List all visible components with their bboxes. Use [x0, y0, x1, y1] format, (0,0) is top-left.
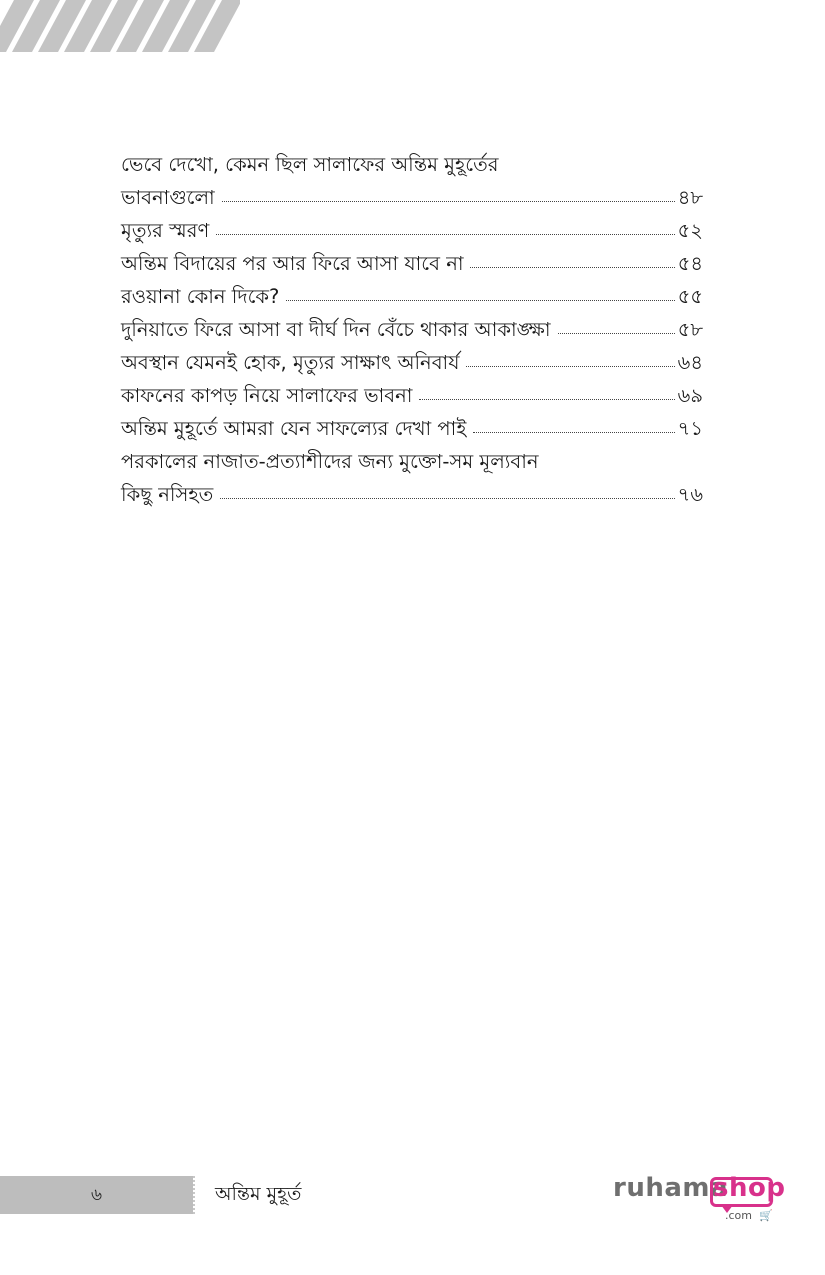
toc-entry-title: অন্তিম মুহূর্তে আমরা যেন সাফল্যের দেখা পাই — [121, 417, 467, 440]
logo-shop: shop — [713, 1173, 786, 1203]
toc-entry — [121, 247, 703, 280]
toc-entry — [121, 445, 703, 511]
toc-entry — [121, 412, 703, 445]
toc-entry-title: ভেবে দেখো, কেমন ছিল সালাফের অন্তিম মুহূর্তের — [121, 153, 499, 176]
toc-entry-title: অন্তিম বিদায়ের পর আর ফিরে আসা যাবে না — [121, 252, 464, 275]
toc-entry — [121, 148, 703, 214]
toc-entry-title: কিছু নসিহত — [121, 483, 214, 506]
dot-leader — [473, 432, 674, 433]
toc-entry-line — [121, 346, 703, 379]
toc-entry-line — [121, 181, 703, 214]
toc-page-number: ৫৪ — [677, 252, 703, 275]
footer-divider — [193, 1176, 195, 1214]
cart-icon: 🛒 — [759, 1209, 773, 1222]
dot-leader — [216, 234, 674, 235]
toc-entry-title: পরকালের নাজাত-প্রত্যাশীদের জন্য মুক্তো-সম মূল্যবান — [121, 450, 539, 473]
toc-entry-line — [121, 412, 703, 445]
toc-page-number: ৫৫ — [677, 285, 703, 308]
toc-page-number: ৭১ — [677, 417, 703, 440]
toc-entry-line — [121, 478, 703, 511]
toc-entry-title: ভাবনাগুলো — [121, 186, 215, 209]
toc-entry-title: মৃত্যুর স্মরণ — [121, 219, 210, 242]
running-book-title: অন্তিম মুহূর্ত — [215, 1183, 302, 1205]
toc-entry-title: অবস্থান যেমনই হোক, মৃত্যুর সাক্ষাৎ অনিবার্য — [121, 351, 460, 374]
dot-leader — [558, 333, 675, 334]
toc-page-number: ৬৯ — [677, 384, 703, 407]
toc-entry — [121, 379, 703, 412]
toc-page-number: ৬৪ — [677, 351, 703, 374]
toc-entry — [121, 313, 703, 346]
dot-leader — [419, 399, 674, 400]
toc-page-number: ৪৮ — [677, 186, 703, 209]
page-number: ৬ — [90, 1185, 103, 1205]
toc-entry-line — [121, 280, 703, 313]
dot-leader — [222, 201, 675, 202]
dot-leader — [220, 498, 674, 499]
toc-entry-line — [121, 214, 703, 247]
toc-entry-title: কাফনের কাপড় নিয়ে সালাফের ভাবনা — [121, 384, 413, 407]
toc-page-number: ৫২ — [677, 219, 703, 242]
footer-page-band — [0, 1176, 193, 1214]
toc-entry-title: রওয়ানা কোন দিকে? — [121, 285, 280, 308]
toc-entry-line — [121, 445, 703, 478]
dot-leader — [470, 267, 674, 268]
toc-entry — [121, 214, 703, 247]
toc-page-number: ৭৬ — [677, 483, 703, 506]
decorative-stripes — [0, 0, 240, 52]
logo-domain: .com — [725, 1209, 752, 1222]
toc-page-number: ৫৮ — [677, 318, 703, 341]
logo-word: ruhama — [613, 1173, 729, 1203]
toc-entry — [121, 346, 703, 379]
dot-leader — [286, 300, 674, 301]
toc-entry-line — [121, 148, 703, 181]
dot-leader — [466, 366, 674, 367]
toc-entry-title: দুনিয়াতে ফিরে আসা বা দীর্ঘ দিন বেঁচে থাকার আকাঙ্ক্ষা — [121, 318, 551, 341]
toc-entry-line — [121, 247, 703, 280]
table-of-contents — [121, 148, 703, 511]
ruhamashop-logo — [613, 1173, 786, 1225]
toc-entry-line — [121, 313, 703, 346]
toc-entry — [121, 280, 703, 313]
toc-entry-line — [121, 379, 703, 412]
